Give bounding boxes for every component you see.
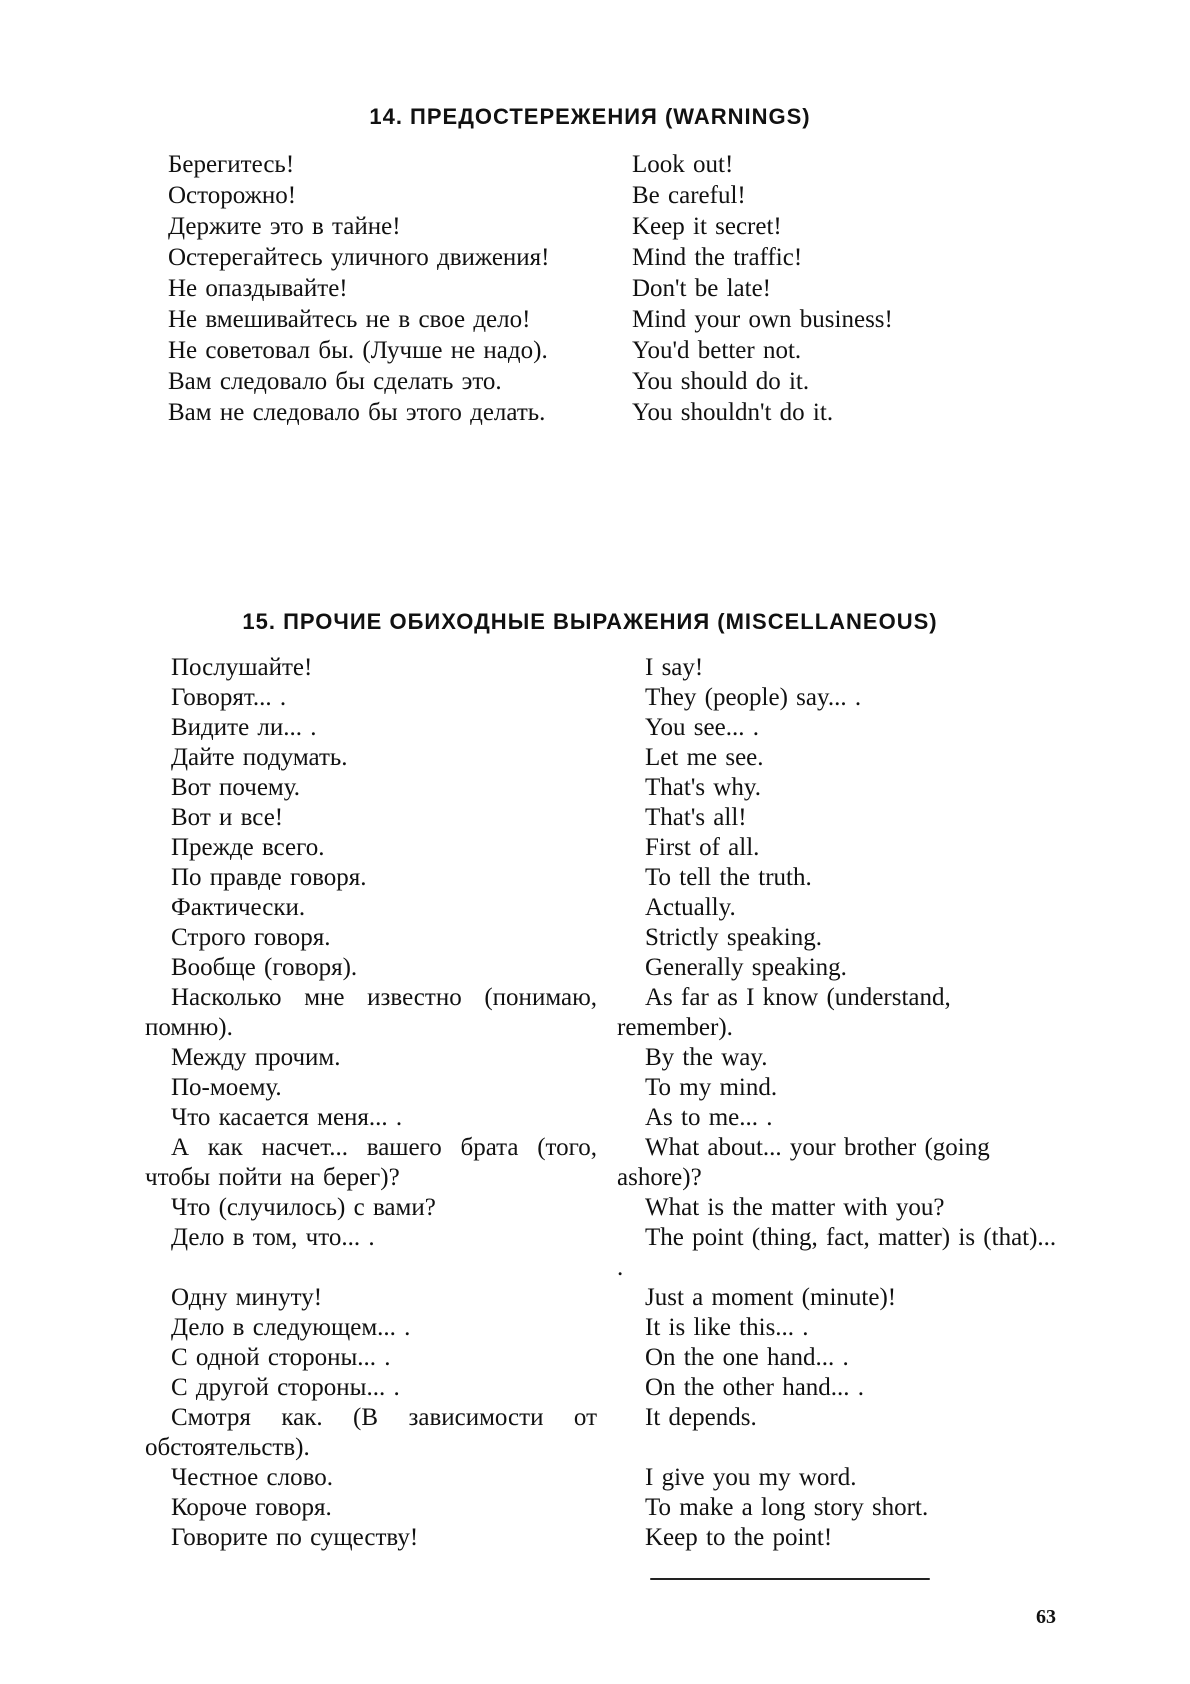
phrase-entry — [0, 713, 1190, 743]
english-phrase: I say! — [645, 654, 704, 681]
phrase-entry — [0, 1073, 1190, 1103]
english-phrase: By the way. — [645, 1044, 768, 1071]
english-phrase: That's why. — [645, 774, 761, 801]
russian-phrase: Видите ли... . — [171, 714, 317, 741]
phrase-entry — [0, 743, 1190, 773]
russian-phrase: Говорите по существу! — [171, 1524, 419, 1551]
english-phrase: As to me... . — [645, 1104, 773, 1131]
english-phrase: First of all. — [645, 834, 760, 861]
phrase-entry — [0, 1463, 1190, 1493]
page-number: 63 — [1036, 1606, 1056, 1628]
russian-phrase: С другой стороны... . — [171, 1374, 400, 1401]
russian-phrase: Дело в том, что... . — [171, 1224, 375, 1251]
section-14-phrase-list — [0, 150, 1190, 429]
russian-phrase: Между прочим. — [171, 1044, 341, 1071]
russian-phrase: С одной стороны... . — [171, 1344, 391, 1371]
english-phrase: You should do it. — [632, 368, 810, 395]
english-phrase: To make a long story short. — [645, 1494, 929, 1521]
phrase-entry — [0, 181, 1190, 211]
phrase-entry — [0, 1193, 1190, 1223]
phrase-entry — [0, 1403, 1190, 1463]
english-phrase: Look out! — [632, 151, 734, 178]
english-phrase: The point (thing, fact, matter) is (that)... . — [617, 1224, 1057, 1281]
phrase-entry — [0, 212, 1190, 242]
russian-phrase: А как насчет... вашего брата (того, чтобы пойти на берег)? — [145, 1134, 597, 1191]
russian-phrase: Что (случилось) с вами? — [171, 1194, 436, 1221]
phrase-entry — [0, 274, 1190, 304]
phrase-entry — [0, 1373, 1190, 1403]
russian-phrase: Вам не следовало бы этого делать. — [168, 399, 546, 426]
russian-phrase: Дайте подумать. — [171, 744, 348, 771]
phrase-entry — [0, 398, 1190, 428]
phrase-entry — [0, 1343, 1190, 1373]
phrase-entry — [0, 336, 1190, 366]
english-phrase: What about... your brother (going ashore)? — [617, 1134, 990, 1191]
phrase-entry — [0, 243, 1190, 273]
phrase-entry — [0, 983, 1190, 1043]
english-phrase: That's all! — [645, 804, 747, 831]
russian-phrase: Вам следовало бы сделать это. — [168, 368, 502, 395]
english-phrase: Strictly speaking. — [645, 924, 822, 951]
phrase-entry — [0, 1523, 1190, 1553]
russian-phrase: Фактически. — [171, 894, 306, 921]
russian-phrase: По-моему. — [171, 1074, 282, 1101]
russian-phrase: Говорят... . — [171, 684, 287, 711]
russian-phrase: Послушайте! — [171, 654, 313, 681]
russian-phrase: По правде говоря. — [171, 864, 367, 891]
russian-phrase: Не советовал бы. (Лучше не надо). — [168, 337, 548, 364]
phrase-entry — [0, 367, 1190, 397]
phrase-entry — [0, 1133, 1190, 1193]
russian-phrase: Дело в следующем... . — [171, 1314, 411, 1341]
phrase-entry — [0, 150, 1190, 180]
phrase-entry — [0, 953, 1190, 983]
russian-phrase: Вот и все! — [171, 804, 284, 831]
phrase-entry — [0, 803, 1190, 833]
russian-phrase: Короче говоря. — [171, 1494, 332, 1521]
phrase-entry — [0, 305, 1190, 335]
russian-phrase: Держите это в тайне! — [168, 213, 401, 240]
phrase-entry — [0, 1313, 1190, 1343]
english-phrase: Just a moment (minute)! — [645, 1284, 897, 1311]
phrase-entry — [0, 1223, 1190, 1283]
english-phrase: Keep it secret! — [632, 213, 782, 240]
section-14-heading: 14. ПРЕДОСТЕРЕЖЕНИЯ (WARNINGS) — [369, 104, 811, 129]
english-phrase: Keep to the point! — [645, 1524, 833, 1551]
russian-phrase: Не опаздывайте! — [168, 275, 348, 302]
english-phrase: To tell the truth. — [645, 864, 812, 891]
section-15-phrase-list — [0, 653, 1190, 1553]
phrase-entry — [0, 653, 1190, 683]
pen-underline-mark — [650, 1578, 930, 1580]
english-phrase: Generally speaking. — [645, 954, 847, 981]
english-phrase: It is like this... . — [645, 1314, 809, 1341]
phrase-entry — [0, 1283, 1190, 1313]
english-phrase: I give you my word. — [645, 1464, 857, 1491]
english-phrase: Actually. — [645, 894, 736, 921]
english-phrase: Don't be late! — [632, 275, 772, 302]
russian-phrase: Что касается меня... . — [171, 1104, 403, 1131]
english-phrase: On the other hand... . — [645, 1374, 865, 1401]
phrase-entry — [0, 863, 1190, 893]
section-15-heading: 15. ПРОЧИЕ ОБИХОДНЫЕ ВЫРАЖЕНИЯ (MISCELLANEOUS) — [242, 609, 938, 634]
russian-phrase: Насколько мне известно (понимаю, помню). — [145, 984, 597, 1041]
russian-phrase: Не вмешивайтесь не в свое дело! — [168, 306, 531, 333]
russian-phrase: Остерегайтесь уличного движения! — [168, 244, 550, 271]
phrase-entry — [0, 683, 1190, 713]
russian-phrase: Вообще (говоря). — [171, 954, 358, 981]
english-phrase: As far as I know (understand, remember). — [617, 984, 951, 1041]
english-phrase: Mind the traffic! — [632, 244, 803, 271]
english-phrase: To my mind. — [645, 1074, 778, 1101]
english-phrase: You see... . — [645, 714, 759, 741]
english-phrase: Let me see. — [645, 744, 764, 771]
phrase-entry — [0, 1103, 1190, 1133]
russian-phrase: Смотря как. (В зависимости от обстоятельств). — [145, 1404, 597, 1461]
russian-phrase: Честное слово. — [171, 1464, 333, 1491]
russian-phrase: Вот почему. — [171, 774, 300, 801]
russian-phrase: Прежде всего. — [171, 834, 325, 861]
russian-phrase: Осторожно! — [168, 182, 297, 209]
english-phrase: You'd better not. — [632, 337, 802, 364]
russian-phrase: Берегитесь! — [168, 151, 295, 178]
english-phrase: You shouldn't do it. — [632, 399, 834, 426]
phrase-entry — [0, 1493, 1190, 1523]
english-phrase: Mind your own business! — [632, 306, 893, 333]
phrase-entry — [0, 923, 1190, 953]
english-phrase: What is the matter with you? — [645, 1194, 945, 1221]
russian-phrase: Одну минуту! — [171, 1284, 323, 1311]
phrase-entry — [0, 1043, 1190, 1073]
phrase-entry — [0, 833, 1190, 863]
english-phrase: Be careful! — [632, 182, 746, 209]
english-phrase: On the one hand... . — [645, 1344, 849, 1371]
russian-phrase: Строго говоря. — [171, 924, 331, 951]
english-phrase: They (people) say... . — [645, 684, 862, 711]
english-phrase: It depends. — [645, 1404, 757, 1431]
phrase-entry — [0, 893, 1190, 923]
phrase-entry — [0, 773, 1190, 803]
